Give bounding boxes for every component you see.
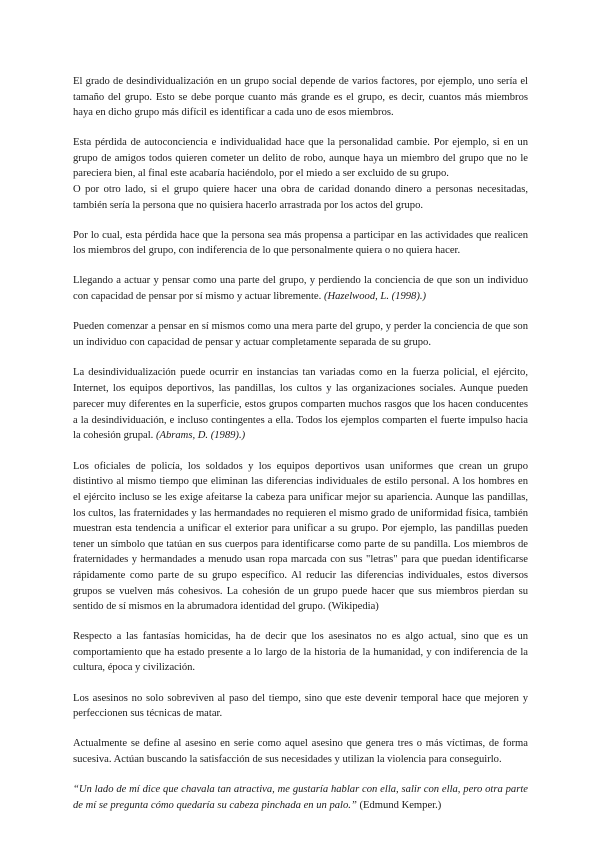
paragraph-group-size [73, 74, 528, 121]
quote-kemper [73, 782, 528, 813]
paragraph-homicidal-fantasies [73, 629, 528, 676]
paragraph-text: Respecto a las fantasías homicidas, ha de decir que los asesinatos no es algo actual, sino que es un comportamiento que ha estado presente a lo largo de la historia de la humanidad, y con indiferencia de la cultura, época y civilización. [73, 631, 528, 674]
quote-author: (Edmund Kemper.) [359, 799, 442, 811]
paragraph-serial-killer-definition [73, 736, 528, 767]
paragraph-text: Actualmente se define al asesino en serie como aquel asesino que genera tres o más víctimas, de forma sucesiva. Actúan buscando la satisfacción de sus necesidades y utilizan la violencia para conseguirlo. [73, 738, 528, 765]
paragraph-text: Los asesinos no solo sobreviven al paso del tiempo, sino que este devenir temporal hace que mejoren y perfeccionen sus técnicas de matar. [73, 692, 528, 720]
paragraph-self-awareness [73, 135, 528, 213]
paragraph-act-as-group [73, 273, 528, 304]
paragraph-text: La desindividualización puede ocurrir en instancias tan variadas como en la fuerza policial, el ejército, Internet, los equipos deportivos, las pandillas, los cultos y las organizaciones sociales. Aunque pueden parecer muy diferentes en la superficie, estos grupos comparten muchos rasgos que los hacen conducentes a la desindividuación, e incluso contingentes a ella. Todos los ejemplos comparten el fuerte impulso hacia la cohesión grupal. [73, 366, 528, 442]
citation-hazelwood: (Hazelwood, L. (1998).) [323, 291, 427, 303]
paragraph-text: Pueden comenzar a pensar en sí mismos como una mera parte del grupo, y perder la conciencia de que son un individuo con capacidad de pensar y actuar completamente separada de su grupo. [73, 321, 528, 348]
paragraph-uniforms [73, 459, 528, 615]
paragraph-text-continued: O por otro lado, si el grupo quiere hacer una obra de caridad donando dinero a personas necesitadas, también sería la persona que no quisiera hacerlo arrastrada por los actos del grupo. [73, 184, 528, 211]
paragraph-mere-part [73, 319, 528, 350]
paragraph-propensity [73, 228, 528, 259]
paragraph-text: Esta pérdida de autoconciencia e individualidad hace que la personalidad cambie. Por ejemplo, si en un grupo de amigos todos quieren cometer un delito de robo, aunque haya un miembro del grupo que no le pareciera bien, al final este acabaría haciéndolo, por el miedo a ser excluido de su grupo. [73, 137, 528, 180]
paragraph-text: El grado de desindividualización en un grupo social depende de varios factores, por ejemplo, uno sería el tamaño del grupo. Esto se debe porque cuanto más grande es el grupo, es decir, cuantos más miembros haya en dicho grupo más difícil es identificar a cada uno de esos miembros. [73, 76, 528, 119]
quote-text: “Un lado de mí dice que chavala tan atractiva, me gustaría hablar con ella, salir con ella, pero otra parte de mí se pregunta cómo quedaría su cabeza pinchada en un palo.” [73, 783, 528, 811]
paragraph-instances [73, 365, 528, 445]
paragraph-text: Los oficiales de policía, los soldados y los equipos deportivos usan uniformes que crean un grupo distintivo al mismo tiempo que eliminan las diferencias individuales de estilo personal. A los hombres en el ejército incluso se les exige afeitarse la cabeza para unificar mejor su apariencia. Aunque las pandillas, los cultos, las fraternidades y las hermandades no requieren el mismo grado de uniformidad física, también muestran esta tendencia a unificar el exterior para unificar a su grupo. Por ejemplo, las pandillas pueden tener un símbolo que tatúan en sus cuerpos para identificarse como parte de su pandilla. Los miembros de fraternidades y hermandades a menudo usan ropa marcada con sus "letras" para que puedan identificarse rápidamente como parte de su grupo específico. Al reducir las diferencias individuales, estos diversos grupos se vuelven más cohesivos. La cohesión de un grupo puede hacer que sus miembros pierdan su sentido de sí mismos en la abrumadora identidad del grupo. (Wikipedia) [73, 460, 528, 613]
paragraph-text: Por lo cual, esta pérdida hace que la persona sea más propensa a participar en las actividades que realicen los miembros del grupo, con indiferencia de lo que personalmente quiera o no quiera hacer. [73, 229, 528, 257]
citation-abrams: (Abrams, D. (1989).) [155, 430, 246, 442]
paragraph-text: Llegando a actuar y pensar como una parte del grupo, y perdiendo la conciencia de que son un individuo con capacidad de pensar por sí mismo y actuar libremente. [73, 275, 528, 303]
paragraph-killers-survive [73, 691, 528, 722]
